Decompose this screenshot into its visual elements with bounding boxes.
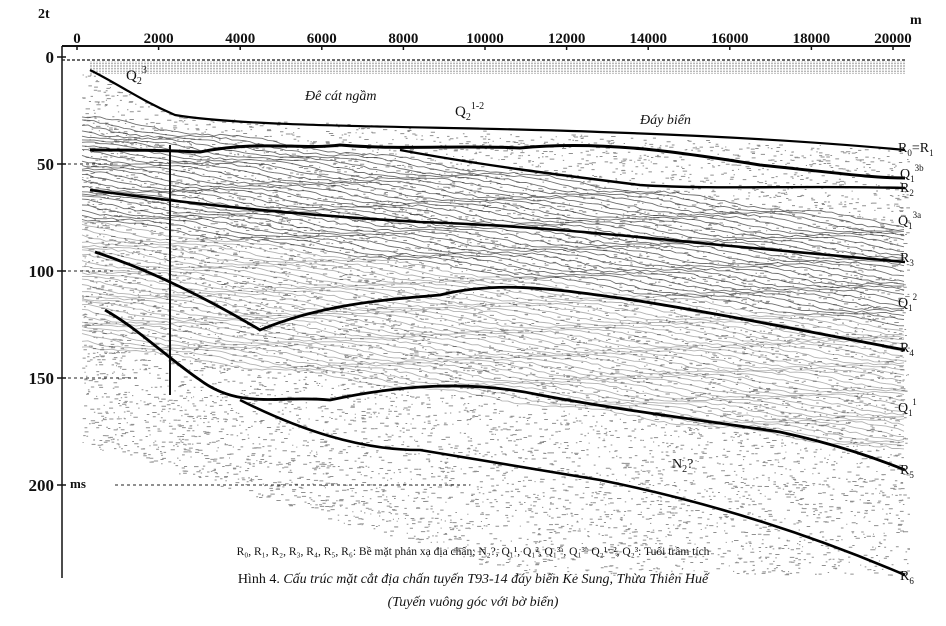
caption-prefix: Hình 4. [237,572,280,587]
x-tick-label: 4000 [225,31,256,47]
annotation-q2-12: $Q_2^{1-2}$ [455,101,485,123]
x-tick-label: 0 [73,31,81,47]
y-axis-ticks [29,48,67,495]
horizon-label: $R_2$ [900,181,914,198]
x-tick-label: 8000 [388,31,419,47]
reflector-stripe [82,117,904,228]
x-axis-unit: m [910,13,922,28]
horizon-label: $R_6$ [900,569,914,586]
reflector-stripe [82,325,904,431]
x-tick-label: 10000 [466,31,504,47]
annotation-sea-floor: Đáy biển [640,113,691,128]
horizon-label: $R_5$ [900,463,914,480]
x-axis-ticks [73,31,912,50]
annotation-q2-3: $Q_2^3$ [126,65,147,87]
reflector-stripe [82,247,904,357]
reflector-stripe [82,292,904,395]
x-tick-label: 6000 [306,31,337,47]
horizon-label: $Q_1^2$ [898,292,918,313]
horizon-label: $R_0=R_1$ [898,141,934,158]
x-tick-label: 2000 [143,31,174,47]
y-tick-label: 200 [28,476,54,495]
annotation-n2: $N_2$? [672,457,694,475]
reflector-stripe [82,254,904,363]
figure-caption [0,572,946,588]
reflector-stripe [82,155,904,260]
figure-legend: R₀, R₁, R₂, R₃, R₄, R₅, R₆: Bề mặt phản xạ địa chấn; N₂?, Q₁¹, Q₁², Q₁³ᵃ, Q₁³ᵇ Q₂¹⁻², Q₂³: Tuổi trầm tích [236,546,710,558]
reflector-stripe [82,140,904,247]
y-tick-label: 150 [28,369,54,388]
reflector-stripe [82,205,904,312]
horizon-label: $Q_1^{3a}$ [898,210,922,231]
reflector-stripe [82,304,904,415]
horizon-label: $Q_1^1$ [898,397,917,418]
x-tick-label: 12000 [547,31,586,47]
horizon-label: $R_3$ [900,251,914,268]
reflector-stripe [82,279,904,389]
seismic-reflector-stripes [82,62,905,449]
horizon-label: $Q_1^{3b}$ [900,163,924,184]
y-tick-label: 100 [28,262,54,281]
x-tick-label: 14000 [629,31,667,47]
x-tick-label: 20000 [874,31,912,47]
reflector-stripe [82,322,904,425]
reflector-stripe [82,168,904,275]
y-tick-label: 0 [45,48,54,67]
x-tick-label: 18000 [792,31,831,47]
caption-title: Cấu trúc mặt cắt địa chấn tuyến T93-14 đáy biển Ke Sung, Thừa Thiên Huế [283,572,709,587]
annotation-sand-bar: Đê cát ngầm [305,89,377,104]
figure-caption-subtitle: (Tuyến vuông góc với bờ biển) [387,595,559,610]
y-tick-label: 50 [37,155,54,174]
y-axis-unit-top: 2t [38,7,50,22]
y-axis-unit-side: ms [70,476,86,491]
horizon-label: $R_4$ [900,341,914,358]
x-tick-label: 16000 [711,31,749,47]
